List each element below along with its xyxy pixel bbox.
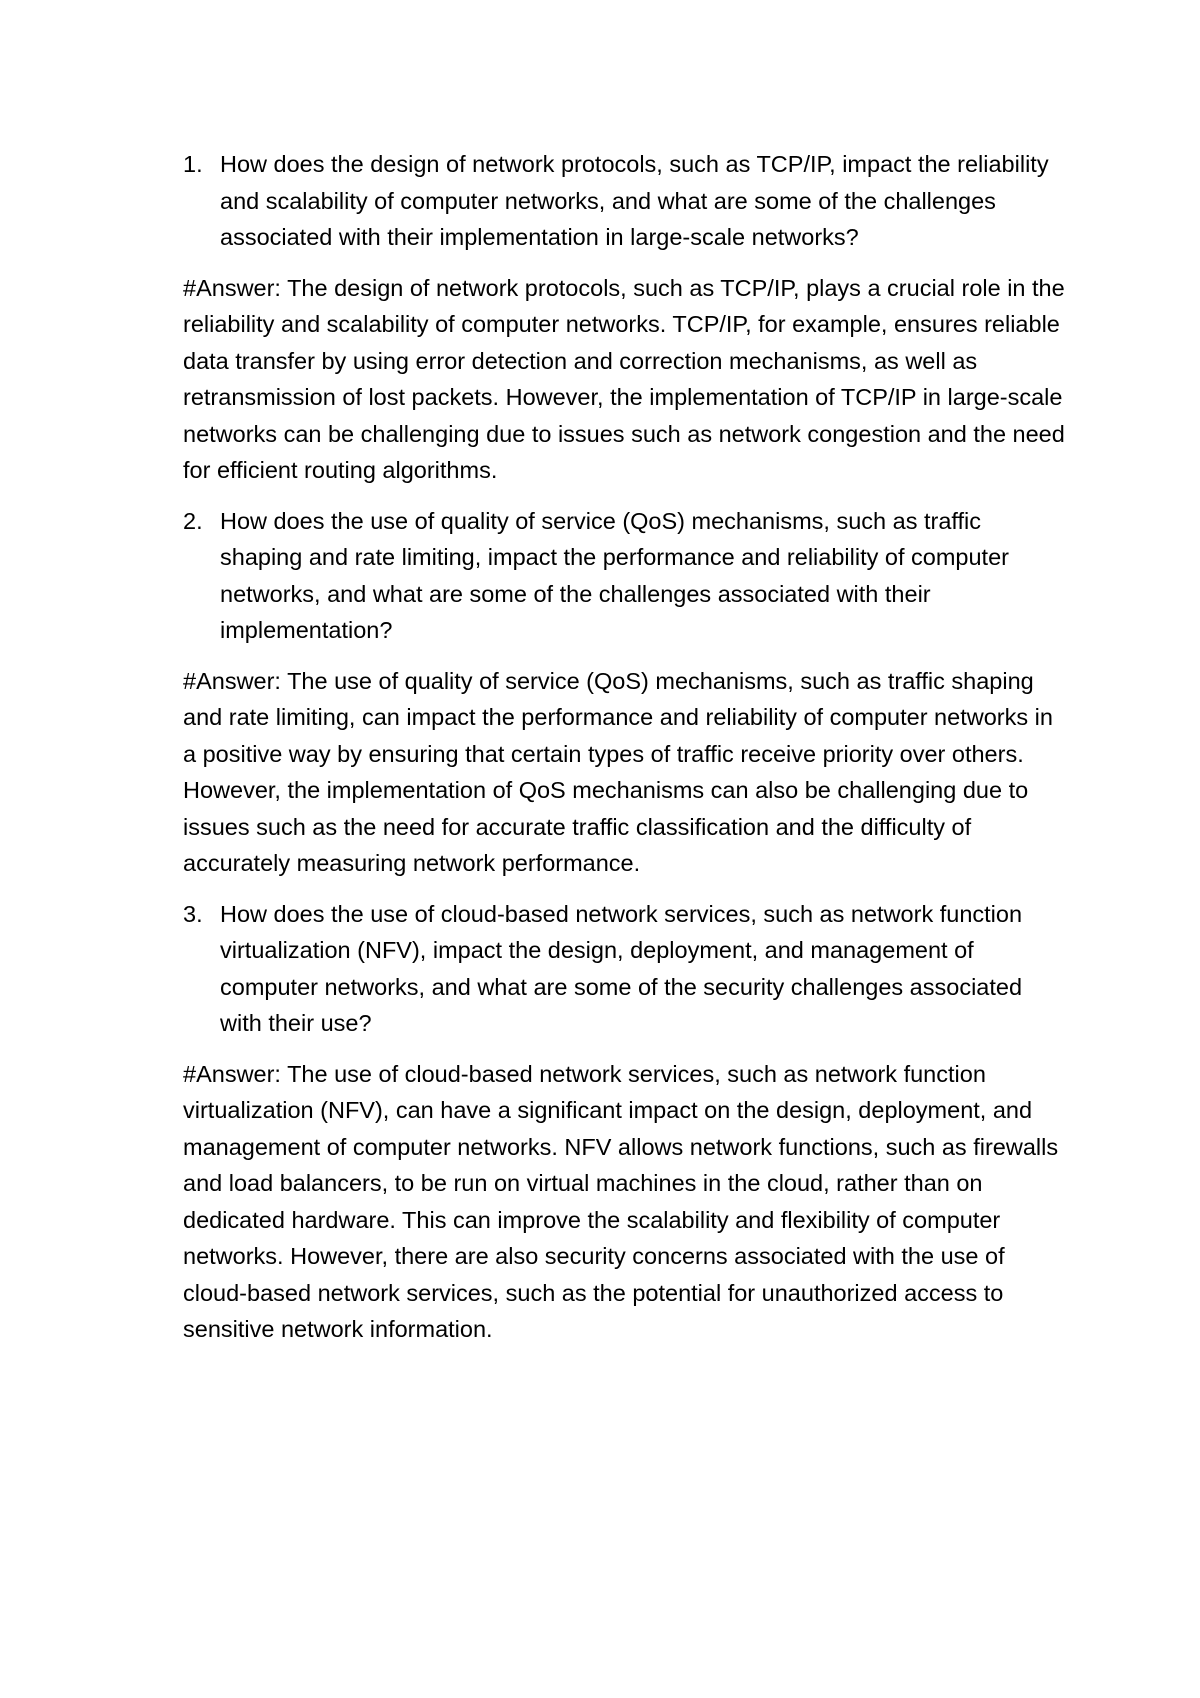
question-1	[183, 146, 1068, 256]
question-number: 1.	[183, 151, 203, 177]
question-3	[183, 896, 1068, 1042]
question-number: 2.	[183, 507, 203, 534]
question-2	[183, 503, 1068, 649]
answer-1: #Answer: The design of network protocols, such as TCP/IP, plays a crucial role in the reliability and scalability of computer networks. TCP/IP, for example, ensures reliable data transfer by using error detection and correction mechanisms, as well as retransmission of lost packets. However, the implementation of TCP/IP in large-scale networks can be challenging due to issues such as network congestion and the need for efficient routing algorithms.	[183, 274, 1065, 483]
answer-3: #Answer: The use of cloud-based network services, such as network function virtualization (NFV), can have a significant impact on the design, deployment, and management of computer networks. NFV allows network functions, such as firewalls and load balancers, to be run on virtual machines in the cloud, rather than on dedicated hardware. This can improve the scalability and flexibility of computer networks. However, there are also security concerns associated with the use of cloud-based network services, such as the potential for unauthorized access to sensitive network information.	[183, 1060, 1059, 1342]
document-body	[183, 146, 1068, 1362]
question-text: How does the use of cloud-based network services, such as network function virtualization (NFV), impact the design, deployment, and management of computer networks, and what are some of the security challenges associated with their use?	[220, 900, 1023, 1036]
question-number: 3.	[183, 900, 203, 927]
question-text: How does the use of quality of service (QoS) mechanisms, such as traffic shaping and rate limiting, impact the performance and reliability of computer networks, and what are some of the challenges associated with their implementation?	[220, 507, 1009, 643]
question-text: How does the design of network protocols, such as TCP/IP, impact the reliability and scalability of computer networks, and what are some of the challenges associated with their implementation in large-scale networks?	[220, 151, 1049, 250]
answer-2: #Answer: The use of quality of service (QoS) mechanisms, such as traffic shaping and rate limiting, can impact the performance and reliability of computer networks in a positive way by ensuring that certain types of traffic receive priority over others. However, the implementation of QoS mechanisms can also be challenging due to issues such as the need for accurate traffic classification and the difficulty of accurately measuring network performance.	[183, 667, 1053, 876]
